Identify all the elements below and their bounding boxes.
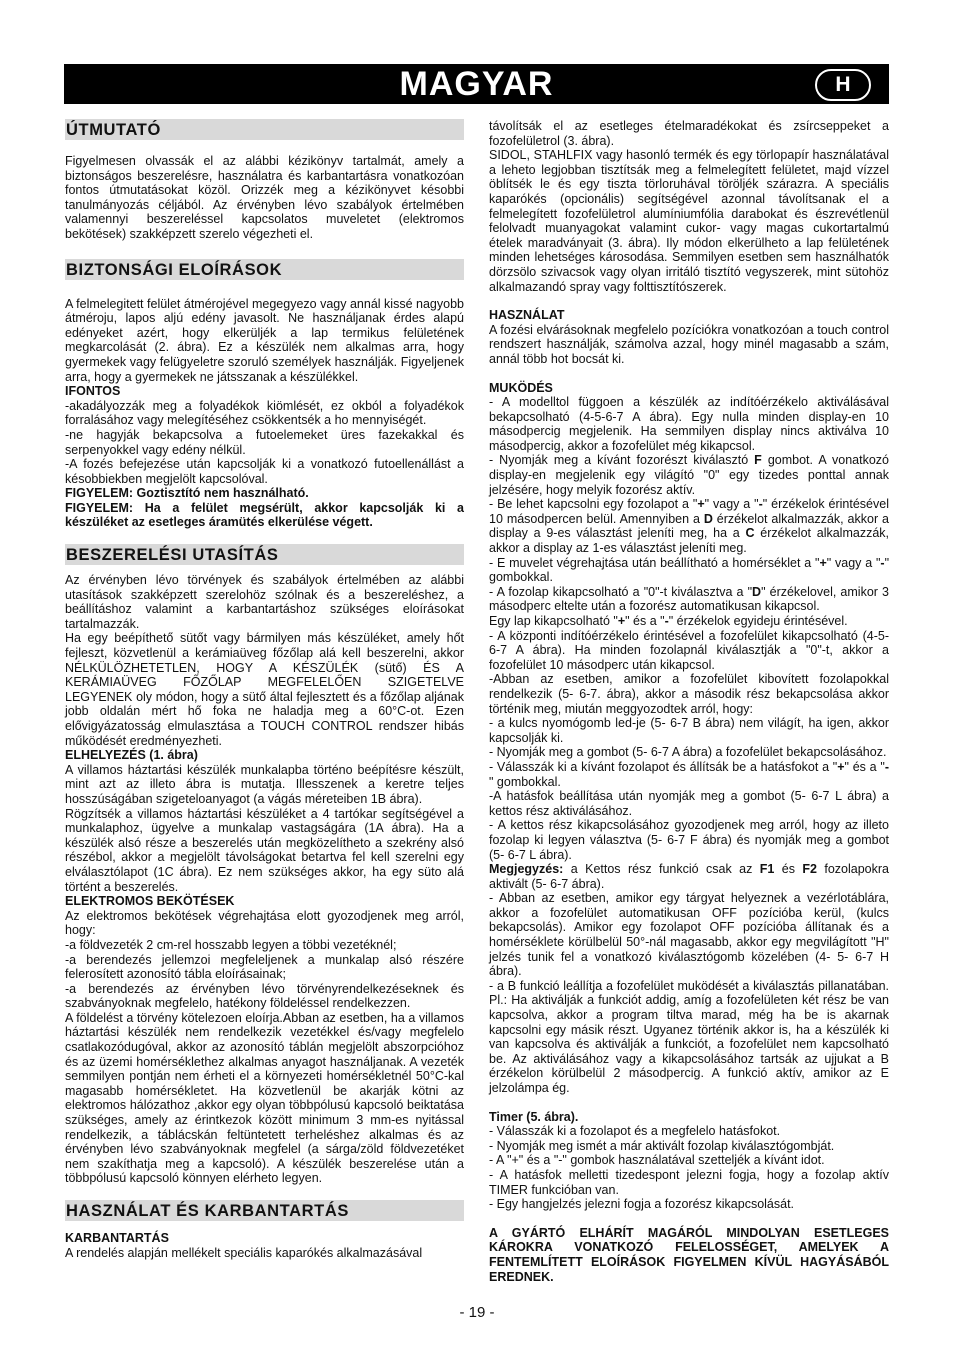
- language-badge: H: [815, 69, 871, 101]
- paragraph: - A hatásfok melletti tizedespont jelezni fogja, hogy a fozolap aktív TIMER funkcióban van.: [489, 1167, 889, 1197]
- paragraph: -a berendezés az érvényben lévo törvényrendelkezéseknek és szabványoknak megfelelo, hatékony földeléssel rendelkezzen.: [65, 981, 464, 1011]
- paragraph: A földelést a törvény kötelezoen eloírja.Abban az esetben, ha a villamos háztartási készülék nem rendelkezik vezetékkel és/vagy megfelelo csatlakozódugóval, akkor az azonosító táblán megjelölt abszorpcióhoz és az üzemi homérséklethez alkalmas anyagot használjanak. A vezeték semmilyen pontján nem érheti el a környezeti homérsékletnél 50°C-kal magasabb homérsékletet. Ha közvetlenül be akarják kötni az elektromos hálózathoz ,akkor egy olyan többpólusú kapcsoló beiktatása szükséges, amely az érintkezok között minimum 3 mm-es nyitással rendelkezik, a táblácskán feltüntetett terheléshez alkalmas és az érvényben lévo szabványoknak megfelel (a sárga/zöld földvezetéket nem szakíthatja meg a kapcsoló). A készülék beszerelése után a többpólusú kapcsoló könnyen elérheto legyen.: [65, 1010, 464, 1186]
- section-heading-utmutato: ÚTMUTATÓ: [65, 119, 464, 140]
- subheading-timer: Timer (5. ábra).: [489, 1109, 579, 1124]
- key-label: F1: [759, 862, 775, 877]
- paragraph: - A központi indítóérzékelo érintésével a fozofelület kikapcsolható (4-5-6-7 A ábra). Ha minden fozolapnál kiválasztják a "0"-t, akkor a fozofelület 10 másodperc után kikapcsol.: [489, 628, 889, 672]
- text: - Be lehet kapcsolni egy fozolapot a ": [489, 497, 698, 512]
- text: " vagy a ": [704, 497, 759, 512]
- paragraph: - A modelltol függoen a készülék az indítóérzékelo aktiválásával bekapcsolható (4-5-6-7 A ábra). Egy nulla minden display-en 10 másodpercig megjelenik. Ha semmilyen display nincs aktiválva 10 másodpercig, akkor a fozofelület még kikapcsol.: [489, 395, 889, 453]
- text: " és a ": [625, 614, 665, 628]
- key-label: D: [752, 584, 762, 599]
- text: és: [774, 862, 803, 877]
- paragraph: [489, 453, 889, 497]
- disclaimer: A GYÁRTÓ ELHÁRÍT MAGÁRÓL MINDOLYAN ESETLEGES KÁROKRA VONATKOZÓ FELELOSSÉGET, AMELYEK A FENTEMLÍTETT ELOÍRÁSOK FIGYELMEN KÍVÜL HAGYÁSÁBÓL EREDNEK.: [489, 1225, 889, 1284]
- text: " érzékelok egyideju érintésével.: [668, 614, 848, 628]
- key-label: +: [837, 759, 845, 774]
- text: " érzékelovel, amikor 3 másodperc eltelte után a fozorész automatikusan kikapcsol.: [489, 584, 890, 614]
- text: - E muvelet végrehajtása után beállítható a homérséklet a ": [489, 555, 820, 570]
- subheading-hasznalat: HASZNÁLAT: [489, 308, 565, 323]
- section-heading-beszerelesi: BESZERELÉSI UTASÍTÁS: [65, 544, 464, 565]
- text: a Kettos rész funkció csak az: [563, 862, 760, 877]
- left-column: [65, 119, 464, 1260]
- warning-text: FIGYELEM: Goztisztító nem használható.: [65, 486, 309, 501]
- text: " érzékelok érintésével 10 másodpercen belül. Amennyiben a: [489, 497, 889, 526]
- section-heading-biztonsagi: BIZTONSÁGI ELOÍRÁSOK: [65, 259, 464, 280]
- paragraph: Ha egy beépíthető sütőt vagy bármilyen más készüléket, amely hőt fejleszt, közvetlenül a kerámiaüveg főzőlap alá kell beszerelni, akkor NÉLKÜLÖZHETETLEN, HOGY A KÉSZÜLÉK (sütő) ÉS A KERÁMIAÜVEG FŐZŐLAP MEGFELELŐEN SZIGETELVE LEGYENEK oly módon, hogy a sütő által fejlesztett és a főzőlap aljának jobb oldalán mért hő foka ne haladja meg a 60°C-ot. Ezen elővigyázatosság elmulasztása a TOUCH CONTROL rendszer hibás működését eredményezheti.: [65, 631, 464, 748]
- language-banner: [64, 64, 889, 104]
- key-label: -: [758, 497, 763, 512]
- paragraph: -a berendezés jellemzoi megfeleljenek a munkalap alsó részére felerosített azonosító tábla eloírásainak;: [65, 952, 464, 982]
- paragraph: - A "+" és a "-" gombok használatával szetteljék a kívánt idot.: [489, 1153, 825, 1168]
- warning-text: FIGYELEM: Ha a felület megsérült, akkor kapcsolják ki a készüléket az esetleges áramütés elkerülése végett.: [65, 500, 464, 530]
- paragraph: Rögzítsék a villamos háztartási készüléket a 4 tartókar segítségével a munkalaphoz, ügyelve a munkalap vastagságára (1A ábra). Ha a készülék alsó része a beszerelés után megközelítheto a szekrény alsó részébol, akkor a megjelölt távolságokat betartva fel kell szerelni egy elválasztólapot (1C ábra). Ez nem szükséges akkor, ha egy süto alá történt a beszerelés.: [65, 806, 464, 894]
- text: " és a ": [844, 759, 885, 774]
- paragraph: SIDOL, STAHLFIX vagy hasonló termék és egy törlopapír használatával a leheto legjobban tisztítsák meg a felmelegített felületet, majd vízzel öblítsék le és egy tiszta törloruhával töröljék szárazra. A speciális kaparókés (opcionális) segítségével azonnal távolítsanak el a felmelegített fozofelületrol alumíniumfólia darabokat és észrevétlenül felolvadt muanyagokat valamint cukor- vagy magas cukortartalmú ételek maradványait (3. ábra). Ily módon elkerülheto a lap felületének minden lehetséges károsodása. Semmilyen esetben sem használhatók dörzsölo szivacsok vagy olyan irritáló tisztító vegyszerek, mint sütohöz alkalmazandó spray vagy folttisztítószerek.: [489, 148, 889, 294]
- paragraph: -A hatásfok beállítása után nyomják meg a gombot (5- 6-7 L ábra) a kettos rész aktiválásához.: [489, 789, 889, 818]
- text: " gombokkal.: [489, 774, 561, 789]
- key-label: F: [754, 453, 762, 468]
- paragraph: Az érvényben lévo törvények és szabályok értelmében az alábbi utasítások szakképzett szerelohöz szólnak és a beszereléshez, a beállításhoz valamint a karbantartáshoz szükséges eloírásokat tartalmazzák.: [65, 573, 464, 631]
- text: érzékelot alkalmazzák, akkor a display az 1-es választást jeleníti meg.: [489, 526, 889, 556]
- paragraph: A felmelegitett felület átmérojével megegyezo vagy annál kissé nagyobb átméroju, lapos aljú edény javasolt. Ne használjanak érdes alapú edényeket azért, hogy elkerüljék a lap termikus felületének megkarcolását (2. ábra). Ez a készülék nem alkalmas arra, hogy gyermekek vagy felügyeletre szoruló személyek használják. Figyeljenek arra, hogy a gyermekek ne játsszanak a készülékkel.: [65, 296, 464, 384]
- text: fozolapokra aktivált (5- 6-7 ábra).: [489, 862, 889, 891]
- note-label: Megjegyzés:: [489, 862, 564, 877]
- paragraph: - Egy hangjelzés jelezni fogja a fozorész kikapcsolását.: [489, 1197, 795, 1212]
- key-label: +: [617, 614, 626, 628]
- key-label: +: [819, 555, 827, 570]
- paragraph: A rendelés alapján mellékelt speciális kaparókés alkalmazásával: [65, 1245, 423, 1260]
- paragraph: [489, 760, 889, 789]
- subheading-elhelyezes: ELHELYEZÉS (1. ábra): [65, 748, 198, 763]
- right-column: [489, 119, 889, 1284]
- text: érzékelot alkalmazzák, akkor a display a 9-es választást jeleníti meg, ha a: [489, 511, 889, 541]
- section-heading-hasznalat: HASZNÁLAT ÉS KARBANTARTÁS: [65, 1200, 464, 1221]
- subheading-fontos: IFONTOS: [65, 384, 121, 399]
- paragraph: [489, 497, 889, 555]
- key-label: C: [745, 526, 755, 541]
- key-label: +: [697, 497, 705, 512]
- paragraph: -A fozés befejezése után kapcsolják ki a vonatkozó futoellenállást a késobbiekben megjelölt kapcsolóval.: [65, 457, 464, 486]
- subheading-elektromos: ELEKTROMOS BEKÖTÉSEK: [65, 894, 235, 909]
- paragraph: Figyelmesen olvassák el az alábbi kézikönyv tartalmát, amely a biztonságos beszerelésre, használatra és karbantartásra vonatkozóan fontos útmutatásokat közöl. Orizzék meg a kézikönyvet késobbi tanulmányozás céljából. Az érvényben lévo szabályok értelmében valamennyi beszereléssel kapcsolatos muveletet (elektromos bekötések) szakképzett szerelo végezheti el.: [65, 154, 464, 241]
- paragraph: - a kulcs nyomógomb led-je (5- 6-7 B ábra) nem világít, ha igen, akkor kapcsolják ki.: [489, 716, 889, 745]
- text: gombot. A vonatkozó display-en megjelenik egy világító "0" egy tizedes ponttal annak jelzésére, hogy melyik fozorész aktív.: [489, 453, 889, 497]
- paragraph: - Nyomják meg a gombot (5- 6-7 A ábra) a fozofelület bekapcsolásához.: [489, 745, 887, 760]
- paragraph: - Válasszák ki a fozolapot és a megfelelo hatásfokot.: [489, 1124, 781, 1139]
- paragraph: távolítsák el az esetleges ételmaradékokat és zsírcseppeket a fozofelületrol (3. ábra).: [489, 119, 889, 148]
- key-label: F2: [802, 862, 817, 877]
- paragraph: A villamos háztartási készülék munkalapba történo beépítésre készült, mint azt az illeto ábra is mutatja. Illesszenek a keretre teljes hosszúságában szigeteloanyagot (a vágás méreteiben 1B ábra).: [65, 762, 464, 806]
- paragraph: [489, 614, 889, 629]
- paragraph: Az elektromos bekötések végrehajtása elott gyozodjenek meg arról, hogy:: [65, 908, 464, 938]
- banner-title: MAGYAR: [399, 65, 554, 103]
- paragraph: - Abban az esetben, amikor egy tárgyat helyeznek a vezérlotáblára, akkor a fozofelület automatikusan OFF pozícióba kerül, (kulcs bekapcsolás). Amikor egy fozolapot OFF pozícióba állítanak és a homérséklete körülbelül 50°-nál magasabb, akkor egy megvilágított "H" jelzés tunik fel a vonatkozó kiválasztógomb közelében (4- 5- 6-7 H ábra).: [489, 891, 889, 979]
- subheading-karbantartas: KARBANTARTÁS: [65, 1231, 169, 1245]
- paragraph: -ne hagyják bekapcsolva a futoelemeket üres fazekakkal és serpenyokkel vagy edény nélkül.: [65, 427, 464, 457]
- paragraph: [489, 556, 889, 585]
- paragraph: -a földvezeték 2 cm-rel hosszabb legyen a többi vezetéknél;: [65, 937, 397, 952]
- text: - Nyomják meg a kívánt fozorészt kiválasztó: [489, 453, 755, 468]
- paragraph: - A kettos rész kikapcsolásához gyozodjenek meg arról, hogy az illeto fozolap ki legyen választva (5- 6-7 F ábra) és nyomják meg a gombot (5- 6-7 L ábra).: [489, 818, 889, 862]
- paragraph: -akadályozzák meg a folyadékok kiömlését, ez okból a folyadékok forralásához vagy melegítéséhez csökkentsék a ho mennyiségét.: [65, 398, 464, 428]
- page-number: - 19 -: [459, 1304, 495, 1321]
- paragraph: - Nyomják meg ismét a már aktivált fozolap kiválasztógombját.: [489, 1138, 835, 1153]
- text: " gombokkal.: [489, 555, 889, 585]
- text: " vagy a ": [826, 555, 881, 570]
- key-label: -: [664, 614, 669, 628]
- text: - A fozolap kikapcsolható a "0"-t kiválasztva a ": [489, 584, 753, 599]
- text: Egy lap kikapcsolható ": [489, 614, 618, 628]
- key-label: D: [703, 511, 713, 526]
- subheading-mukodes: MUKÖDÉS: [489, 380, 553, 395]
- text: - Válasszák ki a kívánt fozolapot és állítsák be a hatásfokot a ": [489, 759, 838, 774]
- paragraph: -Abban az esetben, amikor a fozofelület kibovített fozolapokkal rendelkezik (5- 6-7. ábra), akkor a második rész bekapcsolása akkor történik meg, miután meggyozodtek arról, hogy:: [489, 672, 889, 716]
- paragraph: [489, 585, 889, 614]
- paragraph: [489, 862, 889, 891]
- key-label: -: [880, 555, 885, 570]
- paragraph: - a B funkció leállítja a fozofelület muködését a kiválasztás pillanatában. Pl.: Ha aktiválják a funkciót addig, amíg a fozofelületen két rész be van kapcsolva, akkor a program tiltva marad, még ha be is akarnak kapcsolni egy másik részt. Ugyanez történik akkor is, ha a készülék ki van kapcsolva és aktiválják a funkciót, a fozofelület nem kapcsolható be. Az aktiválásához vagy a kikapcsolásához tartsák az ujjukat a B érzékelon körülbelül 2 másodpercig. A funkció aktív, amikor az E jelzolámpa ég.: [489, 978, 889, 1095]
- paragraph: A fozési elvárásoknak megfelelo pozíciókra vonatkozóan a touch control rendszert használják, számolva azzal, hogy minél magasabb a szám, annál több hot bocsát ki.: [489, 322, 889, 366]
- key-label: -: [884, 759, 889, 774]
